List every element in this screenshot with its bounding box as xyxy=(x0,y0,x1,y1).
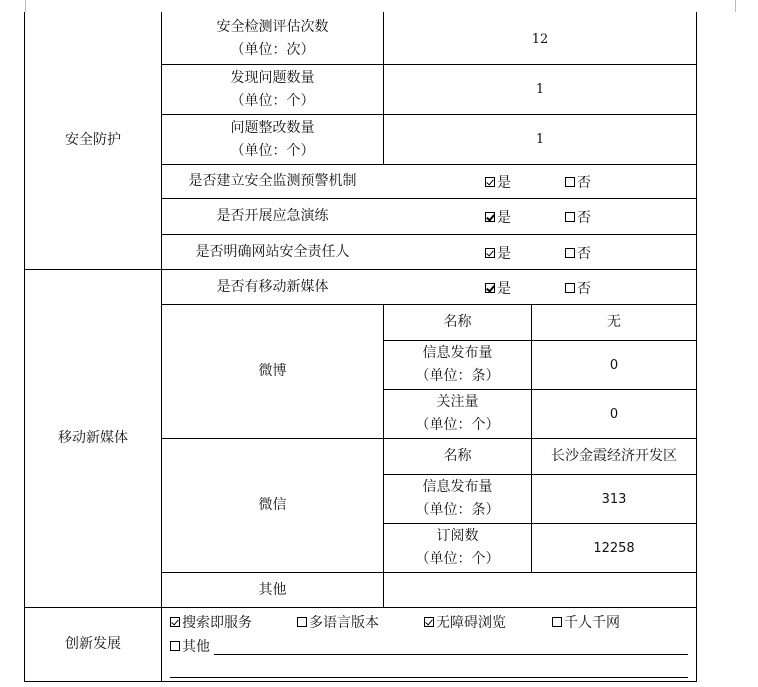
yesno-label: 是否明确网站安全责任人 xyxy=(195,243,350,260)
other-fill-line-2[interactable] xyxy=(170,677,688,678)
yesno-row-label xyxy=(162,165,383,198)
crop-mark xyxy=(735,0,736,12)
wechat-name-label xyxy=(384,439,531,474)
wechat-text: 微信 xyxy=(258,497,287,513)
weibo-name-value xyxy=(532,305,696,340)
value-text: 0 xyxy=(609,406,619,422)
crop-mark xyxy=(25,0,26,12)
option-personalized[interactable] xyxy=(552,612,620,632)
yesno-row-label xyxy=(162,199,383,234)
value-text: 1 xyxy=(535,82,545,97)
label-text: 名称 xyxy=(443,314,472,330)
value-text: 313 xyxy=(601,491,627,507)
security-row-value xyxy=(384,65,696,114)
wechat-subs-label xyxy=(384,524,531,572)
checkbox-checked-icon xyxy=(485,248,495,258)
media-other-label xyxy=(162,573,383,607)
value-text: 12 xyxy=(531,31,549,47)
checkbox-empty-icon xyxy=(565,177,575,187)
other-fill-line[interactable] xyxy=(214,654,688,655)
weibo-posts-value xyxy=(532,341,696,389)
value-text: 无 xyxy=(607,314,621,330)
label-line: 关注量 xyxy=(436,394,479,410)
no-checkbox[interactable] xyxy=(565,207,591,227)
label-text: 名称 xyxy=(443,448,472,464)
unit-line: （单位：条） xyxy=(415,368,500,384)
innovation-section-label xyxy=(25,608,161,681)
yes-label: 是 xyxy=(497,281,511,297)
media-section-text: 移动新媒体 xyxy=(58,430,128,446)
value-text: 长沙金霞经济开发区 xyxy=(551,448,677,464)
yesno-label: 是否有移动新媒体 xyxy=(216,278,329,295)
unit-line: （单位：个） xyxy=(230,142,315,159)
checkbox-empty-icon xyxy=(565,212,575,222)
label-line: 信息发布量 xyxy=(422,479,493,495)
label-line: 安全检测评估次数 xyxy=(216,19,329,35)
no-checkbox[interactable] xyxy=(565,243,591,263)
label-line: 发现问题数量 xyxy=(230,69,315,86)
option-label: 无障碍浏览 xyxy=(436,615,506,631)
checkbox-checked-icon xyxy=(424,617,434,627)
checkbox-checked-icon xyxy=(485,283,495,293)
label-line: 订阅数 xyxy=(436,528,479,544)
security-row-label xyxy=(162,14,383,64)
option-accessibility[interactable] xyxy=(424,612,506,632)
weibo-label xyxy=(162,305,383,438)
wechat-name-value xyxy=(532,439,696,474)
value-text: 12258 xyxy=(593,540,635,556)
yes-checkbox[interactable] xyxy=(485,172,511,192)
checkbox-empty-icon xyxy=(297,617,307,627)
option-label: 多语言版本 xyxy=(309,615,379,631)
checkbox-empty-icon xyxy=(170,641,180,651)
option-label: 搜索即服务 xyxy=(182,615,252,631)
label-line: 信息发布量 xyxy=(422,345,493,361)
weibo-name-label xyxy=(384,305,531,340)
yesno-row-label xyxy=(162,235,383,269)
no-label: 否 xyxy=(577,210,591,226)
label-line: 问题整改数量 xyxy=(230,119,315,136)
unit-line: （单位：个） xyxy=(415,551,500,567)
unit-line: （单位：个） xyxy=(230,92,315,109)
other-text: 其他 xyxy=(258,581,287,598)
weibo-follow-label xyxy=(384,390,531,438)
no-label: 否 xyxy=(577,246,591,262)
unit-line: （单位：个） xyxy=(415,417,500,433)
wechat-label xyxy=(162,439,383,572)
wechat-posts-value xyxy=(532,475,696,523)
security-row-value xyxy=(384,14,696,64)
unit-line: （单位：条） xyxy=(415,502,500,518)
innovation-section-text: 创新发展 xyxy=(65,636,121,652)
checkbox-empty-icon xyxy=(552,617,562,627)
wechat-posts-label xyxy=(384,475,531,523)
security-section-text: 安全防护 xyxy=(65,132,121,148)
checkbox-checked-icon xyxy=(485,177,495,187)
no-label: 否 xyxy=(577,175,591,191)
yes-label: 是 xyxy=(497,210,511,226)
weibo-follow-value xyxy=(532,390,696,438)
media-other-value xyxy=(384,573,696,607)
no-label: 否 xyxy=(577,281,591,297)
yes-label: 是 xyxy=(497,175,511,191)
option-multilingual[interactable] xyxy=(297,612,379,632)
yes-checkbox[interactable] xyxy=(485,278,511,298)
yesno-label: 是否开展应急演练 xyxy=(216,208,329,224)
security-row-label xyxy=(162,115,383,164)
grid-line xyxy=(696,12,697,682)
yes-checkbox[interactable] xyxy=(485,243,511,263)
value-text: 0 xyxy=(609,357,619,373)
security-section-label xyxy=(25,12,161,269)
yes-checkbox[interactable] xyxy=(485,207,511,227)
checkbox-checked-icon xyxy=(170,617,180,627)
security-row-value xyxy=(384,115,696,164)
unit-line: （单位：次） xyxy=(230,42,315,58)
security-row-label xyxy=(162,65,383,114)
yes-label: 是 xyxy=(497,246,511,262)
no-checkbox[interactable] xyxy=(565,278,591,298)
no-checkbox[interactable] xyxy=(565,172,591,192)
option-other[interactable] xyxy=(170,636,210,656)
wechat-subs-value xyxy=(532,524,696,572)
option-label: 千人千网 xyxy=(564,615,620,631)
checkbox-empty-icon xyxy=(565,248,575,258)
media-section-label xyxy=(25,270,161,607)
checkbox-empty-icon xyxy=(565,283,575,293)
weibo-posts-label xyxy=(384,341,531,389)
has-media-label xyxy=(162,270,383,304)
option-search-service[interactable] xyxy=(170,612,252,632)
weibo-text: 微博 xyxy=(258,363,287,379)
yesno-label: 是否建立安全监测预警机制 xyxy=(188,173,357,189)
option-label: 其他 xyxy=(182,639,210,655)
checkbox-checked-icon xyxy=(485,212,495,222)
grid-line xyxy=(24,681,696,682)
value-text: 1 xyxy=(535,132,545,147)
